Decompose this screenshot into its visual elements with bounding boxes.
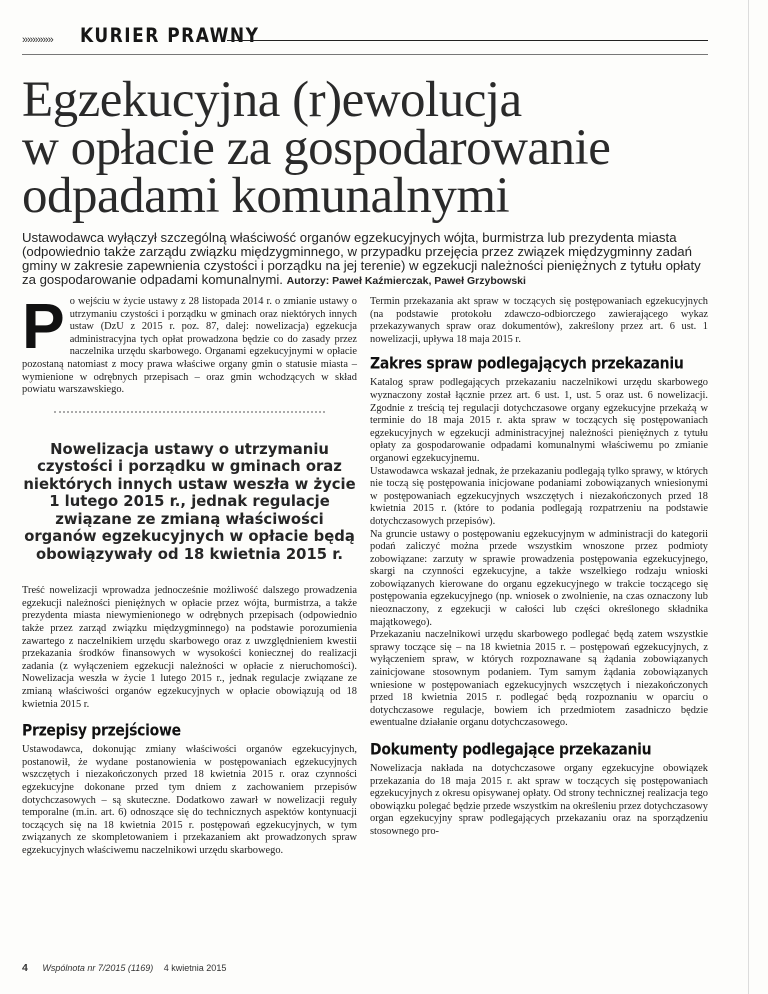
body-paragraph: Termin przekazania akt spraw w toczących się postępowaniach egzekucyjnych (na podstawie protokołu zdawczo-odbiorczego zawierającego wykaz przekazywanych spraw oraz dokumentów), zakreślony przez art. 6 ust. 1 nowelizacji, upływa 18 maja 2015 r. [370, 296, 708, 345]
title-line-2: w opłacie za gospodarowanie [22, 120, 611, 176]
header-rule-lower [22, 54, 708, 55]
pull-quote: Nowelizacja ustawy o utrzymaniu czystości i porządku w gminach oraz niektórych innych ustaw weszła w życie 1 lutego 2015 r., jednak regulacje związane ze zmianą właściwości organów egzekucyjnych w opłacie będą obowiązywały od 18 kwietnia 2015 r. [23, 440, 356, 563]
drop-cap: P [22, 290, 65, 362]
title-line-1: Egzekucyjna (r)ewolucja [22, 72, 522, 128]
authors-byline: Autorzy: Paweł Kaźmierczak, Paweł Grzybowski [286, 275, 526, 287]
body-paragraph: Na gruncie ustawy o postępowaniu egzekucyjnym w administracji do kategorii podań zaliczyć można przede wszystkim wnoszone przez podmioty zobowiązane: zarzuty w sprawie prowadzenia postępowania egzekucyjnego, skargi na czynności egzekucyjne, a także wszelkiego rodzaju wnioski zobowiązanych kierowane do organu egzekucyjnego w trakcie toczącego się postępowania egzekucyjnego (np. wniosek o zwolnienie, na czas oznaczony lub nieoznaczony, z egzekucji w całości lub części określonego składnika majątkowego). [370, 528, 708, 628]
page-footer [22, 962, 357, 974]
body-paragraph: Przekazaniu naczelnikowi urzędu skarbowego podlegać będą zatem wszystkie sprawy toczące się – na 18 kwietnia 2015 r. – postępowań egzekucyjnych, z wyłączeniem spraw, w których rozpoznawane są żądania zobowiązanych zainicjowane stosownym podaniem. Tym samym żądania zobowiązanych wniesione w postępowaniach egzekucyjnych wszczętych i niezakończonych przed 18 kwietnia 2015 r. podlegać będą rozpoznaniu w oparciu o dotychczasowe regulacje, bowiem ich przedmiotem zasadniczo będzie ewentualne działanie organu dotychczasowego. [370, 629, 708, 729]
intro-paragraph [22, 290, 357, 397]
lead-text: Ustawodawca wyłączył szczególną właściwość organów egzekucyjnych wójta, burmistrza lub prezydenta miasta (odpowiednio także zarządu związku międzygminnego, w przypadku przejęcia przez związek międzygminny zadań gminy w zakresie zapewnienia czystości i porządku na jej terenie) w egzekucji należności pieniężnych z tytułu opłaty za gospodarowanie odpadami komunalnymi. [22, 230, 701, 287]
header-rule [227, 40, 708, 41]
page-number: 4 [22, 962, 28, 974]
section-header [22, 24, 708, 54]
subheading-przepisy: Przepisy przejściowe [22, 722, 181, 741]
issue-date: 4 kwietnia 2015 [163, 963, 227, 973]
section-name: KURIER PRAWNY [80, 24, 260, 48]
body-paragraph: Ustawodawca wskazał jednak, że przekazaniu podlegają tylko sprawy, w których nie toczą się postępowania inicjowane podaniami zobowiązanych wniesionymi w postępowaniach egzekucyjnych wszczętych i niezakończonych przed 18 kwietnia 2015 r. (które to podania podlegają rozpatrzeniu na podstawie dotychczasowych przepisów). [370, 465, 708, 527]
body-paragraph: Katalog spraw podlegających przekazaniu naczelnikowi urzędu skarbowego wyznaczony został łącznie przez art. 6 ust. 1, ust. 5 oraz ust. 6 nowelizacji. Zgodnie z treścią tej regulacji dotychczasowe organy egzekucyjne przekażą w terminie do 18 maja 2015 r. akta spraw w toczących się postępowaniach egzekucyjnych w egzekucji administracyjnej należności pieniężnych z tytułu opłaty za gospodarowanie odpadami komunalnymi właściwemu po zmianie organowi egzekucyjnemu. [370, 377, 708, 464]
body-paragraph: Treść nowelizacji wprowadza jednocześnie możliwość dalszego prowadzenia egzekucji należności pieniężnych w opłacie przez wójta, burmistrza, a także prezydenta miasta niewymienionego w odrębnych przepisach (odpowiednio także przez zarząd związku międzygminnego) na podstawie porozumienia zawartego z naczelnikiem urzędu skarbowego oraz z uwzględnieniem kwestii przekazania środków finansowych w wysokości koniecznej do realizacji zadania (z wyłączeniem egzekucji należności w opłacie z nieruchomości). Nowelizacja weszła w życie 1 lutego 2015 r., jednak regulacje związane ze zmianą właściwości organów egzekucyjnych w opłacie obowiązują od 18 kwietnia 2015 r. [22, 585, 357, 710]
page-edge-line [748, 0, 749, 994]
intro-text: o wejściu w życie ustawy z 28 listopada 2014 r. o zmianie ustawy o utrzymaniu czystości i porządku w gminach oraz niektórych innych ustaw (DzU z 2015 r. poz. 87, dalej: nowelizacja) egzekucja administracyjna tych opłat prowadzona będzie co do zasady przez naczelnika urzędu skarbowego. Organami egzekucyjnymi w opłacie pozostaną natomiast z mocy prawa właściwe organy gmin o statusie miasta – wymienione w odrębnych przepisach – oraz gmin wchodzących w skład powiatu warszawskiego. [22, 296, 357, 396]
article-title [22, 72, 712, 224]
subheading-dokumenty: Dokumenty podlegające przekazaniu [370, 741, 652, 759]
body-paragraph: Nowelizacja nakłada na dotychczasowe organy egzekucyjne obowiązek przekazania do 18 maja 2015 r. akt spraw w toczących się postępowaniach egzekucyjnych z okresu opisywanej opłaty. Od strony technicznej realizacja tego obowiązku polegać będzie przede wszystkim na określeniu przez dotychczasowy organ egzekucyjny spraw podlegających przekazaniu oraz na sporządzeniu stosownego pro- [370, 763, 708, 837]
subheading-zakres: Zakres spraw podlegających przekazaniu [370, 355, 684, 374]
issue-label: Wspólnota nr 7/2015 (1169) [42, 963, 154, 973]
left-column [22, 290, 357, 858]
right-column [370, 296, 708, 839]
header-arrows: »»»»»» [22, 34, 53, 46]
dotted-separator [54, 411, 325, 413]
body-paragraph: Ustawodawca, dokonując zmiany właściwości organów egzekucyjnych, postanowił, że wydane postanowienia w postępowaniach egzekucyjnych wszczętych i niezakończonych przed 18 kwietnia 2015 r. oraz czynności egzekucyjne dokonane przed tym dniem z zachowaniem przepisów dotychczasowych – są skuteczne. Dodatkowo zawarł w nowelizacji reguły temporalne (m.in. art. 6) odnoszące się do technicznych aspektów kontynuacji toczących się na 18 kwietnia 2015 r. postępowań egzekucyjnych, w tym związanych ze skompletowaniem i przekazaniem akt prowadzonych spraw egzekucyjnych właściwemu naczelnikowi urzędu skarbowego. [22, 744, 357, 856]
lead-paragraph [22, 231, 708, 288]
title-line-3: odpadami komunalnymi [22, 168, 510, 224]
